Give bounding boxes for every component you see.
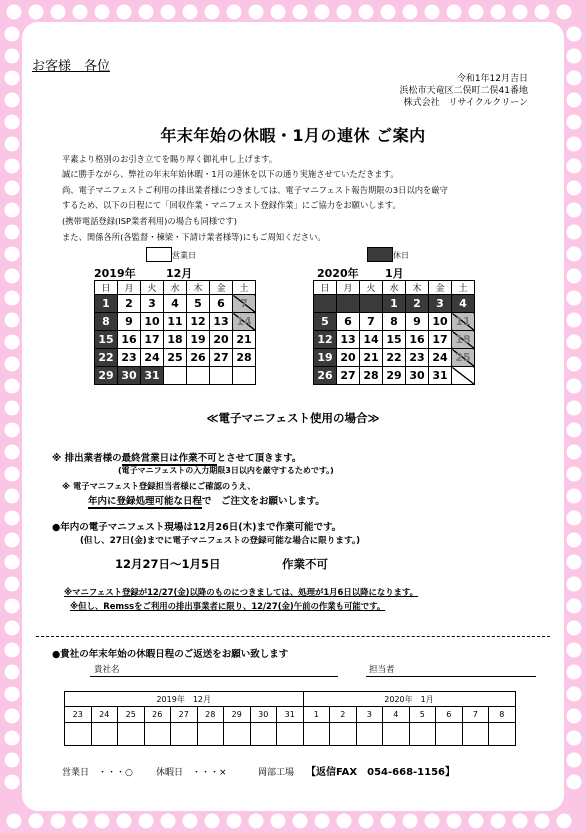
calendar-day: 5 <box>187 295 210 313</box>
note2-text-end: で ご注文をお願いします。 <box>202 496 325 507</box>
calendar-day: 21 <box>233 331 256 349</box>
calendar-day: 31 <box>429 367 452 385</box>
border-dot <box>95 814 110 829</box>
return-day: 31 <box>277 707 304 723</box>
border-dot <box>315 5 330 20</box>
border-dot <box>513 5 528 20</box>
calendar-day: 17 <box>141 331 164 349</box>
calendar-day: 30 <box>406 367 429 385</box>
return-day: 2 <box>330 707 357 723</box>
calendar-day: 3 <box>429 295 452 313</box>
border-dot <box>73 5 88 20</box>
calendar-day: 6 <box>210 295 233 313</box>
weekday-header: 日 <box>314 281 337 295</box>
calendar-day: 14 <box>360 331 383 349</box>
calendar-day <box>187 367 210 385</box>
border-dot <box>5 709 20 724</box>
weekday-header: 火 <box>360 281 383 295</box>
weekday-header: 土 <box>233 281 256 295</box>
border-dot <box>249 5 264 20</box>
issue-date: 令和1年12月吉日 <box>456 74 528 84</box>
calendar-day <box>360 295 383 313</box>
calendar-day <box>314 295 337 313</box>
border-dot <box>5 665 20 680</box>
return-day: 3 <box>356 707 383 723</box>
page-title: 年末年始の休暇・1月の連休 ご案内 <box>160 126 426 145</box>
body-line: 尚、電子マニフェストご利用の排出業者様につきましては、電子マニフェスト報告期限の3日以内を厳守 <box>62 185 448 195</box>
calendar-day: 6 <box>337 313 360 331</box>
calendar-day <box>164 367 187 385</box>
border-dot <box>381 5 396 20</box>
border-dot <box>161 5 176 20</box>
border-dot <box>567 621 582 636</box>
weekday-header: 日 <box>95 281 118 295</box>
section-title: ≪電子マニフェスト使用の場合≫ <box>206 411 380 425</box>
calendar-day: 29 <box>95 367 118 385</box>
calendar-day: 25 <box>452 349 475 367</box>
company-address: 浜松市天竜区二俣町二俣41番地 <box>399 86 528 96</box>
return-header-2020: 2020年 1月 <box>303 692 515 707</box>
return-day: 1 <box>303 707 330 723</box>
border-dot <box>5 643 20 658</box>
body-line: また、関係各所(各監督・棟梁・下請け業者様等)にもご周知ください。 <box>62 232 326 242</box>
border-dot <box>51 5 66 20</box>
border-dot <box>5 489 20 504</box>
border-dot <box>205 814 220 829</box>
border-dot <box>567 379 582 394</box>
border-dot <box>5 511 20 526</box>
legend-open-swatch <box>146 247 172 262</box>
calendar-day: 22 <box>95 349 118 367</box>
note4-line1: ※マニフェスト登録が12/27(金)以降のものにつきましては、処理が1月6日以降になります。 <box>64 587 419 597</box>
return-day-entry[interactable] <box>383 723 410 746</box>
border-dot <box>567 687 582 702</box>
return-day: 29 <box>224 707 251 723</box>
calendar-day <box>233 367 256 385</box>
company-name-label: 貴社名 <box>94 665 120 675</box>
calendar-day: 22 <box>383 349 406 367</box>
border-dot <box>271 5 286 20</box>
border-dot <box>425 814 440 829</box>
company-name: 株式会社 リサイクルクリーン <box>403 98 528 108</box>
body-line: (携帯電話登録(ISP業者利用)の場合も同様です) <box>62 216 238 226</box>
calendar-day: 1 <box>383 295 406 313</box>
border-dot <box>567 181 582 196</box>
calendar-day: 12 <box>187 313 210 331</box>
border-dot <box>567 599 582 614</box>
border-dot <box>5 687 20 702</box>
body-line: 平素より格別のお引き立てを賜り厚く御礼申し上げます。 <box>62 154 278 164</box>
body-line: するため、以下の日程にて「回収作業・マニフェスト登録作業」にご協力をお願いします。 <box>62 200 401 210</box>
person-field[interactable] <box>366 676 536 677</box>
border-dot <box>5 753 20 768</box>
calendar-day: 15 <box>383 331 406 349</box>
border-dot <box>5 27 20 42</box>
calendar-day: 19 <box>314 349 337 367</box>
border-dot <box>5 93 20 108</box>
border-dot <box>5 379 20 394</box>
calendar-day: 26 <box>314 367 337 385</box>
calendar-day: 30 <box>118 367 141 385</box>
border-dot <box>5 247 20 262</box>
border-dot <box>117 814 132 829</box>
return-day-entry[interactable] <box>330 723 357 746</box>
calendar-day: 27 <box>337 367 360 385</box>
border-dot <box>567 643 582 658</box>
weekday-header: 木 <box>187 281 210 295</box>
weekday-header: 木 <box>406 281 429 295</box>
return-day-entry[interactable] <box>171 723 198 746</box>
note2-mark: ※ <box>62 481 71 491</box>
border-dot <box>5 313 20 328</box>
calendar-day: 7 <box>233 295 256 313</box>
return-day-entry[interactable] <box>118 723 145 746</box>
border-dot <box>183 814 198 829</box>
note2-line2 <box>88 493 325 507</box>
return-day: 28 <box>197 707 224 723</box>
calendar-day: 26 <box>187 349 210 367</box>
calendar-day: 4 <box>164 295 187 313</box>
note2-text: 電子マニフェスト登録担当者様にご確認のうえ、 <box>72 481 256 491</box>
calendar-day: 17 <box>429 331 452 349</box>
border-dot <box>359 5 374 20</box>
legend-closed-label: 休日 <box>393 251 409 260</box>
note2-line1 <box>62 480 256 492</box>
border-dot <box>95 5 110 20</box>
calendar-day: 20 <box>337 349 360 367</box>
return-day-entry[interactable] <box>197 723 224 746</box>
border-dot <box>381 814 396 829</box>
border-dot <box>271 814 286 829</box>
border-dot <box>7 5 22 20</box>
calendar-day: 3 <box>141 295 164 313</box>
calendar-day: 13 <box>210 313 233 331</box>
calendar-2019-month: 12月 <box>166 267 193 280</box>
note3-line1: ●年内の電子マニフェスト現場は12月26日(木)まで作業可能です。 <box>52 522 342 533</box>
border-dot <box>139 814 154 829</box>
person-label: 担当者 <box>369 665 395 675</box>
border-dot <box>73 814 88 829</box>
return-day-entry[interactable] <box>409 723 436 746</box>
return-schedule-table <box>64 691 516 746</box>
weekday-header: 月 <box>118 281 141 295</box>
border-dot <box>567 731 582 746</box>
border-dot <box>293 814 308 829</box>
border-dot <box>567 577 582 592</box>
border-dot <box>567 753 582 768</box>
border-dot <box>5 445 20 460</box>
return-day: 27 <box>171 707 198 723</box>
calendar-day: 11 <box>164 313 187 331</box>
greeting: お客様 各位 <box>32 59 111 74</box>
return-day-entry[interactable] <box>277 723 304 746</box>
calendar-day: 21 <box>360 349 383 367</box>
closed-key: 休暇日 ・・・× <box>156 768 227 778</box>
calendar-day: 11 <box>452 313 475 331</box>
border-dot <box>5 335 20 350</box>
note1-sub: (電子マニフェストの入力期限3日以内を厳守するためです。) <box>118 466 334 475</box>
calendar-2020-year: 2020年 <box>317 267 359 280</box>
calendar-day: 9 <box>118 313 141 331</box>
note1-text-end: とさせて頂きます。 <box>216 453 302 464</box>
calendar-day: 16 <box>118 331 141 349</box>
calendar-2020-01 <box>313 280 475 385</box>
calendar-day: 4 <box>452 295 475 313</box>
return-day: 26 <box>144 707 171 723</box>
calendar-day: 27 <box>210 349 233 367</box>
calendar-day: 8 <box>95 313 118 331</box>
border-dot <box>567 291 582 306</box>
calendar-day: 23 <box>118 349 141 367</box>
note1-line <box>52 450 301 464</box>
border-dot <box>567 775 582 790</box>
border-dot <box>5 533 20 548</box>
border-dot <box>5 71 20 86</box>
note3-line2: (但し、27日(金)までに電子マニフェストの登録可能な場合に限ります。) <box>80 536 361 546</box>
calendar-2019-12 <box>94 280 256 385</box>
return-day-entry[interactable] <box>356 723 383 746</box>
return-day: 5 <box>409 707 436 723</box>
border-dot <box>227 814 242 829</box>
border-dot <box>51 814 66 829</box>
note2-emphasis: 年内に登録処理可能な日程 <box>88 496 203 507</box>
calendar-day: 16 <box>406 331 429 349</box>
note1-text: 排出業者様の <box>64 453 122 464</box>
border-dot <box>139 5 154 20</box>
calendar-day: 20 <box>210 331 233 349</box>
return-day-entry[interactable] <box>462 723 489 746</box>
calendar-day: 2 <box>406 295 429 313</box>
return-day: 6 <box>436 707 463 723</box>
border-dot <box>403 814 418 829</box>
calendar-day: 8 <box>383 313 406 331</box>
calendar-day: 28 <box>360 367 383 385</box>
border-dot <box>567 71 582 86</box>
border-dot <box>5 731 20 746</box>
calendar-day: 23 <box>406 349 429 367</box>
calendar-day: 15 <box>95 331 118 349</box>
border-dot <box>567 159 582 174</box>
weekday-header: 月 <box>337 281 360 295</box>
border-dot <box>567 665 582 680</box>
border-dot <box>5 555 20 570</box>
border-dot <box>5 181 20 196</box>
border-dot <box>249 814 264 829</box>
return-day: 8 <box>489 707 516 723</box>
return-day-entry[interactable] <box>224 723 251 746</box>
weekday-header: 水 <box>164 281 187 295</box>
border-dot <box>5 269 20 284</box>
border-dot <box>567 93 582 108</box>
note4-line2: ※但し、Remssをご利用の排出事業者に限り、12/27(金)午前の作業も可能です。 <box>70 601 386 611</box>
border-dot <box>535 814 550 829</box>
return-day-entry[interactable] <box>65 723 92 746</box>
border-dot <box>5 577 20 592</box>
border-dot <box>117 5 132 20</box>
border-dot <box>567 489 582 504</box>
border-dot <box>5 357 20 372</box>
return-day-entry[interactable] <box>436 723 463 746</box>
border-dot <box>5 599 20 614</box>
border-dot <box>567 335 582 350</box>
border-dot <box>5 775 20 790</box>
border-dot <box>557 5 572 20</box>
company-name-field[interactable] <box>90 676 338 677</box>
border-dot <box>567 533 582 548</box>
border-dot <box>447 5 462 20</box>
border-dot <box>337 814 352 829</box>
weekday-header: 金 <box>429 281 452 295</box>
calendar-day: 14 <box>233 313 256 331</box>
calendar-day <box>452 367 475 385</box>
border-dot <box>161 814 176 829</box>
border-dot <box>5 203 20 218</box>
border-dot <box>227 5 242 20</box>
border-dot <box>7 814 22 829</box>
border-dot <box>567 357 582 372</box>
border-dot <box>567 467 582 482</box>
calendar-day: 28 <box>233 349 256 367</box>
border-dot <box>315 814 330 829</box>
border-dot <box>403 5 418 20</box>
return-day: 7 <box>462 707 489 723</box>
border-dot <box>567 27 582 42</box>
border-dot <box>469 814 484 829</box>
calendar-day: 2 <box>118 295 141 313</box>
closed-label: 作業不可 <box>282 557 328 571</box>
calendar-day: 24 <box>141 349 164 367</box>
fax-number: 【返信FAX 054-668-1156】 <box>306 767 456 778</box>
weekday-header: 金 <box>210 281 233 295</box>
border-dot <box>337 5 352 20</box>
border-dot <box>5 291 20 306</box>
border-dot <box>535 5 550 20</box>
return-day: 25 <box>118 707 145 723</box>
legend-closed-swatch <box>367 247 393 262</box>
calendar-day: 18 <box>164 331 187 349</box>
return-day-entry[interactable] <box>91 723 118 746</box>
calendar-day: 31 <box>141 367 164 385</box>
return-header-2019: 2019年 12月 <box>65 692 304 707</box>
calendar-day: 10 <box>141 313 164 331</box>
calendar-day: 5 <box>314 313 337 331</box>
border-dot <box>29 5 44 20</box>
border-dot <box>5 159 20 174</box>
calendar-day: 13 <box>337 331 360 349</box>
cut-line <box>36 636 550 637</box>
border-dot <box>5 225 20 240</box>
border-dot <box>183 5 198 20</box>
return-day: 4 <box>383 707 410 723</box>
border-dot <box>491 814 506 829</box>
return-day-entry[interactable] <box>250 723 277 746</box>
calendar-day: 19 <box>187 331 210 349</box>
border-dot <box>567 445 582 460</box>
border-dot <box>205 5 220 20</box>
calendar-day: 1 <box>95 295 118 313</box>
border-dot <box>5 467 20 482</box>
calendar-day: 29 <box>383 367 406 385</box>
note1-mark: ※ <box>52 453 62 464</box>
border-dot <box>567 555 582 570</box>
calendar-day: 24 <box>429 349 452 367</box>
calendar-day <box>210 367 233 385</box>
calendar-2019-year: 2019年 <box>94 267 136 280</box>
border-dot <box>425 5 440 20</box>
return-day: 24 <box>91 707 118 723</box>
return-day-entry[interactable] <box>489 723 516 746</box>
branch-name: 岡部工場 <box>258 768 295 778</box>
border-dot <box>567 269 582 284</box>
border-dot <box>447 814 462 829</box>
calendar-day: 7 <box>360 313 383 331</box>
border-dot <box>5 621 20 636</box>
return-day-entry[interactable] <box>303 723 330 746</box>
return-day-entry[interactable] <box>144 723 171 746</box>
open-key: 営業日 ・・・○ <box>62 768 133 778</box>
weekday-header: 土 <box>452 281 475 295</box>
border-dot <box>567 225 582 240</box>
border-dot <box>491 5 506 20</box>
calendar-day <box>337 295 360 313</box>
border-dot <box>5 49 20 64</box>
calendar-day: 18 <box>452 331 475 349</box>
calendar-2020-month: 1月 <box>385 267 404 280</box>
border-dot <box>359 814 374 829</box>
border-dot <box>567 49 582 64</box>
calendar-day: 9 <box>406 313 429 331</box>
border-dot <box>567 511 582 526</box>
calendar-day: 25 <box>164 349 187 367</box>
border-dot <box>557 814 572 829</box>
border-dot <box>293 5 308 20</box>
return-title: ●貴社の年末年始の休暇日程のご返送をお願い致します <box>52 649 289 660</box>
border-dot <box>567 247 582 262</box>
border-dot <box>567 709 582 724</box>
border-dot <box>469 5 484 20</box>
border-dot <box>513 814 528 829</box>
calendar-day: 12 <box>314 331 337 349</box>
legend-open-label: 営業日 <box>172 251 196 260</box>
border-dot <box>567 313 582 328</box>
note1-emphasis: 最終営業日は作業不可 <box>121 453 217 464</box>
weekday-header: 火 <box>141 281 164 295</box>
return-day: 30 <box>250 707 277 723</box>
body-line: 誠に勝手ながら、弊社の年末年始休暇・1月の連休を以下の通り実施させていただきます。 <box>62 169 399 179</box>
border-dot <box>567 203 582 218</box>
weekday-header: 水 <box>383 281 406 295</box>
return-day: 23 <box>65 707 92 723</box>
border-dot <box>29 814 44 829</box>
calendar-day: 10 <box>429 313 452 331</box>
closed-range: 12月27日～1月5日 <box>115 557 221 571</box>
